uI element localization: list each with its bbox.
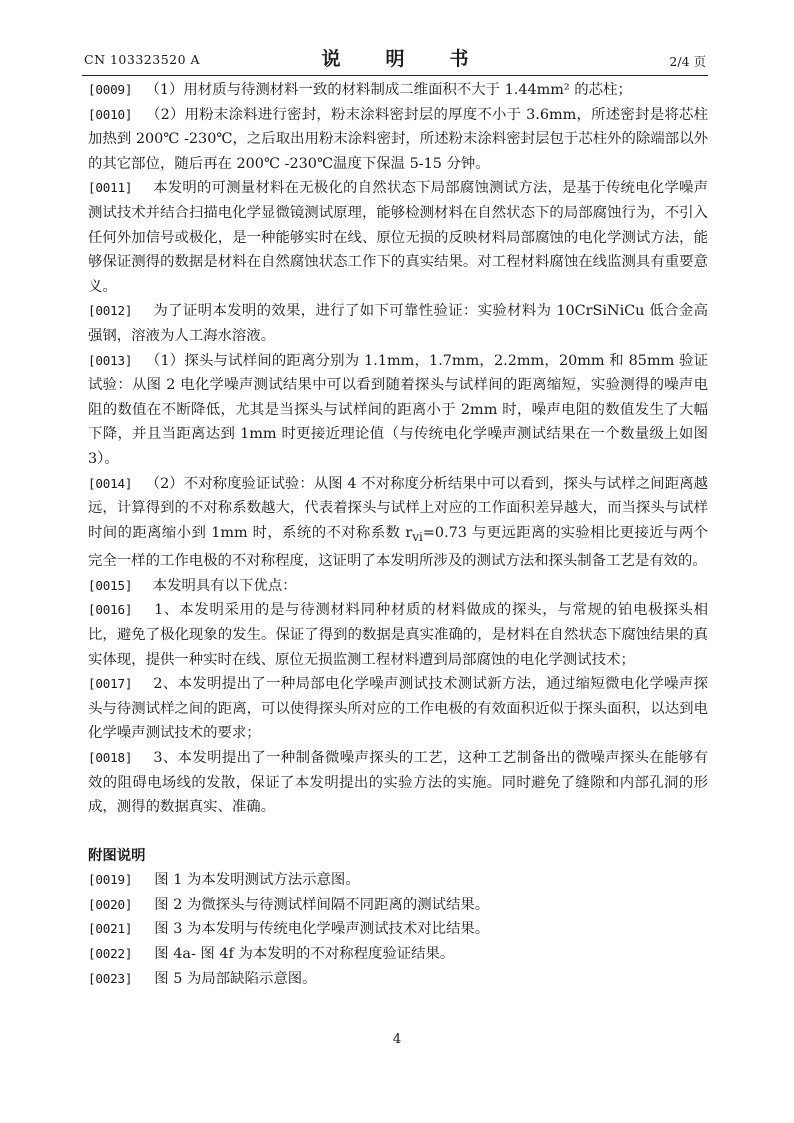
paragraph-number: [0013] xyxy=(88,352,133,368)
document-title: 说 明 书 xyxy=(321,48,482,70)
paragraph-number: [0014] xyxy=(88,475,133,491)
paragraph-number: [0016] xyxy=(88,602,133,618)
paragraph-text: 图 1 为本发明测试方法示意图。 xyxy=(154,872,360,889)
paragraph-0015 xyxy=(88,574,708,599)
paragraph-text: 为了证明本发明的效果，进行了如下可靠性验证：实验材料为 10CrSiNiCu 低合金高强钢，溶液为人工海水溶液。 xyxy=(88,303,708,344)
paragraph-text: 本发明的可测量材料在无极化的自然状态下局部腐蚀测试方法，是基于传统电化学噪声测试技术并结合扫描电化学显微镜测试原理，能够检测材料在自然状态下的局部腐蚀行为，不引入任何外加信号或极化，是一种能够实时在线、原位无损的反映材料局部腐蚀的电化学测试方法，能够保证测得的数据是材料在自然腐蚀状态工作下的真实结果。对工程材料腐蚀在线监测具有重要意义。 xyxy=(88,180,708,295)
figure-item-0023 xyxy=(88,967,708,992)
paragraph-number: [0015] xyxy=(88,577,133,593)
paragraph-number: [0010] xyxy=(88,106,133,122)
figure-item-0020 xyxy=(88,893,708,918)
paragraph-0014 xyxy=(88,472,708,574)
paragraph-0013 xyxy=(88,349,708,472)
paragraph-text: 3、本发明提出了一种制备微噪声探头的工艺，这种工艺制备出的微噪声探头在能够有效的阻碍电场线的发散，保证了本发明提出的实验方法的实施。同时避免了缝隙和内部孔洞的形成，测得的数据真实、准确。 xyxy=(88,749,708,816)
page-indicator: 2/4 页 xyxy=(669,54,706,69)
paragraph-text: 图 5 为局部缺陷示意图。 xyxy=(154,970,317,987)
document-body xyxy=(88,78,708,991)
figure-description-list xyxy=(88,868,708,991)
paragraph-number: [0020] xyxy=(88,896,133,912)
paragraph-0016 xyxy=(88,598,708,672)
figures-section-title: 附图说明 xyxy=(88,846,146,864)
paragraph-number: [0009] xyxy=(88,82,133,97)
page-number: 4 xyxy=(392,1032,402,1047)
paragraph-text: 2、本发明提出了一种局部电化学噪声测试技术测试新方法，通过缩短微电化学噪声探头与待测试样之间的距离，可以使得探头所对应的工作电极的有效面积近似于探头面积，以达到电化学噪声测试技术的要求； xyxy=(88,676,708,742)
paragraph-0010 xyxy=(88,103,708,177)
paragraph-list xyxy=(88,78,708,820)
paragraph-text: （1）用材质与待测材料一致的材料制成二维面积不大于 1.44mm² 的芯柱； xyxy=(138,82,632,98)
page-header xyxy=(82,42,708,72)
paragraph-text: 图 4a- 图 4f 为本发明的不对称程度验证结果。 xyxy=(154,946,455,963)
paragraph-0017 xyxy=(88,672,708,746)
paragraph-0018 xyxy=(88,746,708,820)
paragraph-text: （2）不对称度验证试验：从图 4 不对称度分析结果中可以看到，探头与试样之间距离越远，计算得到的不对称系数越大，代表着探头与试样上对应的工作面积差异越大，而当探头与试样时间的距离缩小到 1mm 时，系统的不对称系数 $r_{vi}=0.73$ 与更远距离的实验相比更接近与两个完全一样的工作电极的不对称程度，这证明了本发明所涉及的测试方法和探头制备工艺是有效的。 xyxy=(88,475,708,570)
paragraph-number: [0021] xyxy=(88,921,133,937)
paragraph-number: [0012] xyxy=(88,303,133,319)
patent-number: CN 103323520 A xyxy=(84,52,201,67)
paragraph-text: （1）探头与试样间的距离分别为 1.1mm，1.7mm，2.2mm，20mm 和 85mm 验证试验：从图 2 电化学噪声测试结果中可以看到随着探头与试样间的距离缩短，实验测得的噪声电阻的数值在不断降低，尤其是当探头与试样间的距离小于 2mm 时，噪声电阻的数值发生了大幅下降，并且当距离达到 1mm 时更接近理论值（与传统电化学噪声测试结果在一个数量级上如图 3）。 xyxy=(88,352,708,467)
paragraph-0011 xyxy=(88,176,708,299)
paragraph-0009 xyxy=(88,78,708,103)
paragraph-number: [0019] xyxy=(88,872,133,888)
paragraph-0012 xyxy=(88,299,708,348)
paragraph-text: 本发明具有以下优点： xyxy=(138,577,297,594)
figure-item-0019 xyxy=(88,868,708,893)
figure-item-0022 xyxy=(88,942,708,967)
paragraph-text: （2）用粉末涂料进行密封，粉末涂料密封层的厚度不小于 3.6mm，所述密封是将芯柱加热到 200℃ -230℃，之后取出用粉末涂料密封，所述粉末涂料密封层包于芯柱外的除端部以外的其它部位，随后再在 200℃ -230℃温度下保温 5-15 分钟。 xyxy=(88,106,708,172)
paragraph-number: [0023] xyxy=(88,970,133,986)
header-divider xyxy=(82,75,708,76)
section-gap xyxy=(88,820,708,844)
paragraph-number: [0017] xyxy=(88,676,133,692)
paragraph-number: [0011] xyxy=(88,180,133,196)
figure-item-0021 xyxy=(88,917,708,942)
paragraph-text: 1、本发明采用的是与待测材料同种材质的材料做成的探头，与常规的铂电极探头相比，避免了极化现象的发生。保证了得到的数据是真实准确的，是材料在自然状态下腐蚀结果的真实体现，提供一种实时在线、原位无损监测工程材料遭到局部腐蚀的电化学测试技术； xyxy=(88,602,708,668)
paragraph-text: 图 3 为本发明与传统电化学噪声测试技术对比结果。 xyxy=(154,921,490,938)
paragraph-number: [0022] xyxy=(88,946,133,962)
paragraph-number: [0018] xyxy=(88,749,133,765)
paragraph-text: 图 2 为微探头与待测试样间隔不同距离的测试结果。 xyxy=(154,896,490,913)
